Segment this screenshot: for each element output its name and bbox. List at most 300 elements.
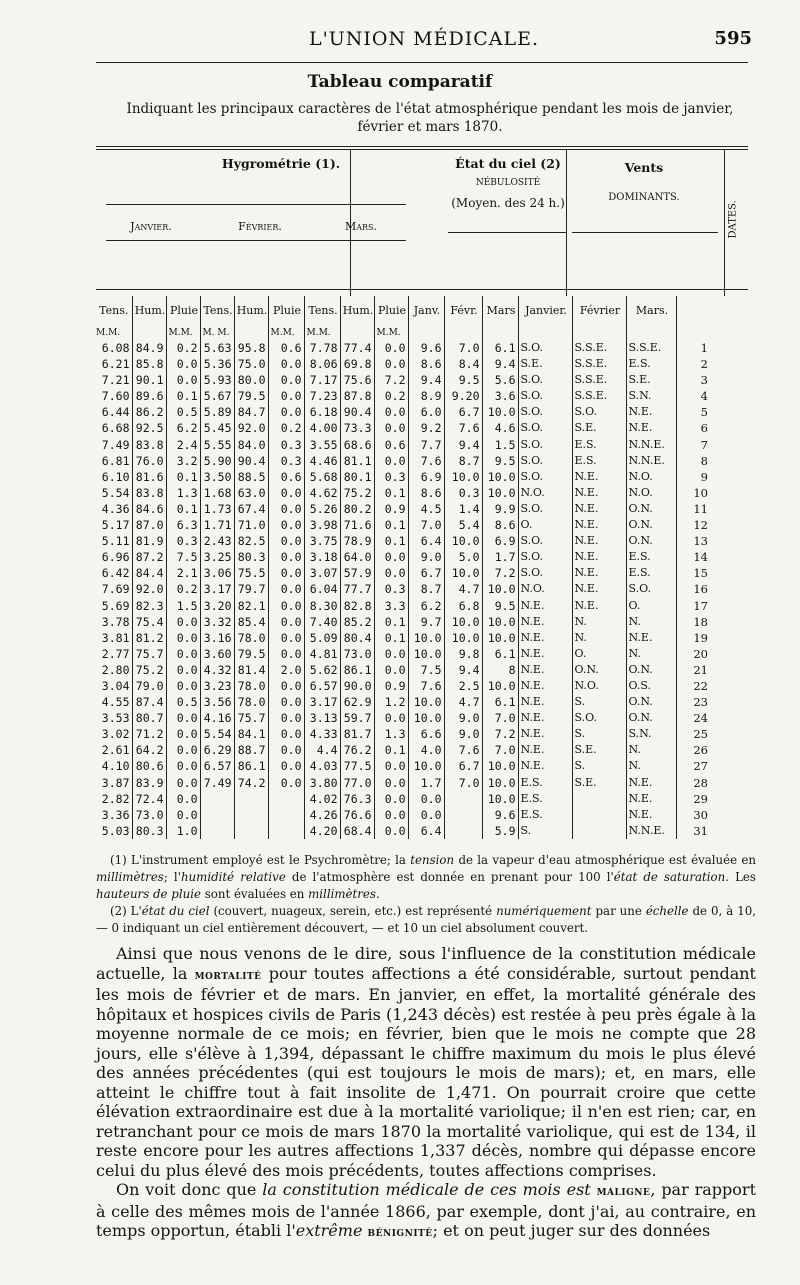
table-cell: 0.1 bbox=[166, 469, 200, 485]
table-row bbox=[94, 726, 708, 742]
table-cell: 0.0 bbox=[374, 758, 408, 774]
table-cell: O.N. bbox=[626, 710, 676, 726]
table-cell: 3.50 bbox=[200, 469, 234, 485]
table-cell: N. bbox=[626, 742, 676, 758]
table-cell: 76.0 bbox=[132, 453, 166, 469]
table-cell: 80.4 bbox=[340, 630, 374, 646]
table-cell: 72.4 bbox=[132, 791, 166, 807]
table-cell: S.O. bbox=[518, 404, 572, 420]
table-cell: 4.0 bbox=[408, 742, 444, 758]
table-cell: 80.7 bbox=[132, 710, 166, 726]
table-cell: 0.0 bbox=[268, 517, 304, 533]
table-cell: 69.8 bbox=[340, 356, 374, 372]
table-cell: 71.2 bbox=[132, 726, 166, 742]
table-cell bbox=[234, 807, 268, 823]
table-cell: 7.0 bbox=[444, 775, 482, 791]
table-cell: 9.7 bbox=[408, 614, 444, 630]
table-cell: 1.3 bbox=[166, 485, 200, 501]
table-cell: 1.73 bbox=[200, 501, 234, 517]
table-cell: 3.32 bbox=[200, 614, 234, 630]
table-cell: 3.2 bbox=[166, 453, 200, 469]
table-cell: 10.0 bbox=[444, 630, 482, 646]
table-cell: 0.2 bbox=[374, 388, 408, 404]
table-cell: 0.0 bbox=[166, 791, 200, 807]
table-cell: 0.0 bbox=[166, 807, 200, 823]
table-cell: 7.0 bbox=[482, 742, 518, 758]
table-cell: 0.0 bbox=[166, 356, 200, 372]
paragraph-2 bbox=[96, 1180, 756, 1243]
table-cell: 6.3 bbox=[166, 517, 200, 533]
table-cell: 5.89 bbox=[200, 404, 234, 420]
table-cell: 5.45 bbox=[200, 420, 234, 436]
table-cell bbox=[200, 807, 234, 823]
table-cell: 5.54 bbox=[200, 726, 234, 742]
date-cell: 20 bbox=[676, 646, 708, 662]
col-feb-tens: Tens. bbox=[200, 296, 234, 326]
table-cell: 9.4 bbox=[482, 356, 518, 372]
table-cell: 9.9 bbox=[482, 501, 518, 517]
table-cell: 2.43 bbox=[200, 533, 234, 549]
table-cell: 6.7 bbox=[444, 404, 482, 420]
table-cell: S.O. bbox=[518, 372, 572, 388]
unit-cell bbox=[482, 326, 518, 340]
table-cell: 75.7 bbox=[132, 646, 166, 662]
table-cell: 3.06 bbox=[200, 565, 234, 581]
table-cell: 3.56 bbox=[200, 694, 234, 710]
body-span: , par rapport à celle des mêmes mois de l'année 1866, par exemple, dont j'ai, au contraire, en temps opportun, établi l' bbox=[96, 1180, 756, 1240]
table-cell: 6.1 bbox=[482, 694, 518, 710]
table-cell: 3.3 bbox=[374, 598, 408, 614]
table-cell: 92.0 bbox=[132, 581, 166, 597]
table-cell: 79.0 bbox=[132, 678, 166, 694]
table-cell: 0.0 bbox=[166, 710, 200, 726]
date-cell: 1 bbox=[676, 340, 708, 356]
table-cell: 3.36 bbox=[101, 807, 130, 822]
note-text: de 0, à 10, — 0 indiquant un ciel entièrement découvert, — et 10 un ciel absolument couvert. bbox=[96, 904, 756, 935]
table-cell: N.O. bbox=[518, 485, 572, 501]
col-feb-pluie: Pluie bbox=[268, 296, 304, 326]
table-cell: 90.4 bbox=[234, 453, 268, 469]
table-cell bbox=[234, 823, 268, 839]
table-cell: 7.40 bbox=[304, 614, 340, 630]
table-cell: 3.17 bbox=[200, 581, 234, 597]
table-cell: N.E. bbox=[626, 630, 676, 646]
table-cell: 0.1 bbox=[374, 533, 408, 549]
unit-cell bbox=[132, 326, 166, 340]
table-cell: 5.55 bbox=[200, 437, 234, 453]
table-cell: 81.7 bbox=[340, 726, 374, 742]
table-cell: N.E. bbox=[572, 565, 626, 581]
table-cell: 62.9 bbox=[340, 694, 374, 710]
table-cell: S.N. bbox=[626, 388, 676, 404]
table-cell: 78.0 bbox=[234, 678, 268, 694]
table-cell: 81.1 bbox=[340, 453, 374, 469]
table-cell: N. bbox=[572, 630, 626, 646]
table-cell bbox=[268, 823, 304, 839]
footnote-1 bbox=[96, 852, 756, 903]
unit-cell bbox=[626, 326, 676, 340]
table-cell: 95.8 bbox=[234, 340, 268, 356]
table-cell: 0.0 bbox=[166, 742, 200, 758]
dominants-heading: DOMINANTS. bbox=[608, 192, 680, 203]
table-cell: S.O. bbox=[518, 437, 572, 453]
table-cell: 0.0 bbox=[268, 533, 304, 549]
table-cell: 3.25 bbox=[200, 549, 234, 565]
table-cell: 0.1 bbox=[166, 388, 200, 404]
table-cell: 0.9 bbox=[374, 501, 408, 517]
table-cell: 7.5 bbox=[408, 662, 444, 678]
table-cell: 9.0 bbox=[444, 710, 482, 726]
dates-heading: DATES. bbox=[727, 200, 739, 239]
table-cell: 87.2 bbox=[132, 549, 166, 565]
table-cell: 5.17 bbox=[101, 518, 130, 533]
table-cell: 81.6 bbox=[132, 469, 166, 485]
table-cell: 3.17 bbox=[304, 694, 340, 710]
paragraph-1 bbox=[96, 944, 756, 1180]
table-cell: 5.9 bbox=[482, 823, 518, 839]
table-cell: 80.3 bbox=[234, 549, 268, 565]
table-cell: 73.3 bbox=[340, 420, 374, 436]
table-cell: 0.2 bbox=[268, 420, 304, 436]
table-cell: 9.8 bbox=[444, 646, 482, 662]
table-cell: 10.0 bbox=[482, 404, 518, 420]
table-cell: 7.6 bbox=[408, 678, 444, 694]
table-cell: 7.60 bbox=[101, 389, 130, 404]
unit-cell bbox=[676, 326, 708, 340]
table-cell: 0.5 bbox=[166, 694, 200, 710]
table-cell: 75.2 bbox=[340, 485, 374, 501]
table-cell: S.S.E. bbox=[626, 340, 676, 356]
body-text bbox=[96, 944, 756, 1243]
table-cell: 0.0 bbox=[166, 678, 200, 694]
table-cell: 5.67 bbox=[200, 388, 234, 404]
table-cell: E.S. bbox=[626, 565, 676, 581]
etat-ciel-heading: État du ciel (2) bbox=[455, 156, 561, 171]
table-cell: N.E. bbox=[572, 469, 626, 485]
table-cell: 0.0 bbox=[374, 404, 408, 420]
unit-cell: M.M. bbox=[268, 326, 304, 340]
table-cell: 6.81 bbox=[101, 453, 130, 468]
note-text: sont évaluées en bbox=[200, 887, 309, 901]
table-cell: 6.96 bbox=[101, 550, 130, 565]
table-row bbox=[94, 420, 708, 436]
table-cell: 6.0 bbox=[408, 404, 444, 420]
table-cell: 0.0 bbox=[374, 662, 408, 678]
table-cell: 9.6 bbox=[408, 340, 444, 356]
note-text: millimètres bbox=[96, 870, 164, 884]
table-row bbox=[94, 742, 708, 758]
table-cell: 6.29 bbox=[200, 742, 234, 758]
table-cell: E.S. bbox=[572, 437, 626, 453]
table-cell: 0.0 bbox=[408, 791, 444, 807]
table-cell: 4.55 bbox=[101, 695, 130, 710]
table-cell: 8.06 bbox=[304, 356, 340, 372]
table-cell: N.E. bbox=[518, 662, 572, 678]
date-cell: 12 bbox=[676, 517, 708, 533]
table-cell: 5.36 bbox=[200, 356, 234, 372]
note-text: (couvert, nuageux, serein, etc.) est représenté bbox=[209, 904, 497, 918]
table-cell: 64.0 bbox=[340, 549, 374, 565]
janvier-heading: Janvier. bbox=[130, 220, 172, 233]
table-cell: O.S. bbox=[626, 678, 676, 694]
fevrier-heading: Février. bbox=[238, 220, 282, 233]
note-text: humidité relative bbox=[180, 870, 286, 884]
date-cell: 21 bbox=[676, 662, 708, 678]
table-cell: 83.9 bbox=[132, 775, 166, 791]
table-row bbox=[94, 469, 708, 485]
table-cell: S.O. bbox=[518, 565, 572, 581]
date-cell: 14 bbox=[676, 549, 708, 565]
table-cell: N.E. bbox=[518, 598, 572, 614]
unit-cell: M.M. bbox=[374, 326, 408, 340]
table-cell: 2.1 bbox=[166, 565, 200, 581]
table-cell: N.O. bbox=[626, 485, 676, 501]
table-cell: O.N. bbox=[626, 517, 676, 533]
unit-cell: M.M. bbox=[96, 328, 121, 338]
table-cell: 0.1 bbox=[374, 517, 408, 533]
table-cell: N.E. bbox=[518, 646, 572, 662]
table-cell: 0.0 bbox=[268, 404, 304, 420]
date-cell: 8 bbox=[676, 453, 708, 469]
table-cell: N.O. bbox=[518, 581, 572, 597]
table-cell: O.N. bbox=[626, 501, 676, 517]
table-cell: N.E. bbox=[572, 517, 626, 533]
columns-rule bbox=[96, 289, 748, 290]
table-cell: 10.0 bbox=[408, 694, 444, 710]
table-cell: 6.4 bbox=[408, 823, 444, 839]
table-cell: 5.26 bbox=[304, 501, 340, 517]
table-cell: 85.4 bbox=[234, 614, 268, 630]
table-cell: 0.0 bbox=[166, 646, 200, 662]
note-text: de la vapeur d'eau atmosphérique est évaluée en bbox=[454, 853, 757, 867]
note-text: ; l' bbox=[163, 870, 181, 884]
table-cell: 4.5 bbox=[408, 501, 444, 517]
table-cell: 6.4 bbox=[408, 533, 444, 549]
table-cell: N.E. bbox=[626, 404, 676, 420]
col-vent-mars: Mars. bbox=[626, 296, 676, 326]
weather-table bbox=[94, 296, 708, 839]
unit-cell bbox=[340, 326, 374, 340]
table-cell: 3.13 bbox=[304, 710, 340, 726]
table-cell: 90.0 bbox=[340, 678, 374, 694]
date-cell: 9 bbox=[676, 469, 708, 485]
table-cell: 0.2 bbox=[166, 581, 200, 597]
table-cell: 74.2 bbox=[234, 775, 268, 791]
table-cell: N.E. bbox=[572, 581, 626, 597]
table-cell: 7.6 bbox=[408, 453, 444, 469]
note-text: millimètres bbox=[308, 887, 376, 901]
table-cell: 0.0 bbox=[374, 340, 408, 356]
table-cell: 0.1 bbox=[374, 630, 408, 646]
table-cell: 6.04 bbox=[304, 581, 340, 597]
table-cell: 0.0 bbox=[268, 356, 304, 372]
footnote-2 bbox=[96, 903, 756, 937]
table-cell: 10.0 bbox=[444, 469, 482, 485]
table-cell: 0.0 bbox=[166, 775, 200, 791]
note-text: (1) L'instrument employé est le Psychromètre; la bbox=[110, 853, 411, 867]
table-cell: 0.1 bbox=[166, 501, 200, 517]
vents-heading: Vents bbox=[624, 160, 664, 175]
table-cell: 9.6 bbox=[482, 807, 518, 823]
date-cell: 24 bbox=[676, 710, 708, 726]
table-cell: 82.3 bbox=[132, 598, 166, 614]
table-cell: S.O. bbox=[518, 533, 572, 549]
table-cell: E.S. bbox=[626, 356, 676, 372]
table-cell: 0.1 bbox=[374, 614, 408, 630]
table-cell: O.N. bbox=[626, 662, 676, 678]
table-row bbox=[94, 710, 708, 726]
date-cell: 31 bbox=[676, 823, 708, 839]
table-cell: 67.4 bbox=[234, 501, 268, 517]
table-cell: 10.0 bbox=[482, 791, 518, 807]
table-cell: 0.0 bbox=[166, 758, 200, 774]
table-cell: 79.5 bbox=[234, 388, 268, 404]
table-cell: 6.7 bbox=[408, 565, 444, 581]
table-cell: 0.0 bbox=[268, 598, 304, 614]
table-cell: 4.81 bbox=[304, 646, 340, 662]
table-cell: 8.30 bbox=[304, 598, 340, 614]
table-cell: 5.93 bbox=[200, 372, 234, 388]
table-cell: 73.0 bbox=[132, 807, 166, 823]
table-cell: 4.02 bbox=[304, 791, 340, 807]
table-cell: 0.3 bbox=[444, 485, 482, 501]
note-text: de l'atmosphère est donnée en prenant pour 100 l' bbox=[285, 870, 614, 884]
table-cell: 10.0 bbox=[482, 678, 518, 694]
unit-cell bbox=[572, 326, 626, 340]
table-cell: 4.33 bbox=[304, 726, 340, 742]
unit-cell: M. M. bbox=[200, 326, 234, 340]
col-neb-fevr: Févr. bbox=[444, 296, 482, 326]
table-cell: 2.4 bbox=[166, 437, 200, 453]
table-cell: 4.03 bbox=[304, 758, 340, 774]
body-span: maligne bbox=[596, 1184, 651, 1199]
table-row bbox=[94, 646, 708, 662]
table-cell: 64.2 bbox=[132, 742, 166, 758]
table-cell: 6.08 bbox=[101, 341, 130, 355]
note-text: échelle bbox=[645, 904, 689, 918]
table-cell: 87.4 bbox=[132, 694, 166, 710]
table-cell: S.O. bbox=[518, 469, 572, 485]
table-cell: E.S. bbox=[518, 807, 572, 823]
table-cell: 84.4 bbox=[132, 565, 166, 581]
table-cell: 0.0 bbox=[268, 614, 304, 630]
table-group-headers bbox=[96, 148, 756, 298]
table-cell: 75.6 bbox=[340, 372, 374, 388]
table-cell: 4.26 bbox=[304, 807, 340, 823]
table-cell bbox=[268, 807, 304, 823]
table-cell: 0.0 bbox=[166, 630, 200, 646]
table-cell: 82.8 bbox=[340, 598, 374, 614]
body-span: mortalité bbox=[194, 967, 262, 983]
table-cell: 71.0 bbox=[234, 517, 268, 533]
table-cell: 6.6 bbox=[408, 726, 444, 742]
table-top-rule bbox=[96, 146, 748, 147]
table-row bbox=[94, 678, 708, 694]
table-cell: 75.0 bbox=[234, 356, 268, 372]
table-cell: N.N.E. bbox=[626, 437, 676, 453]
table-cell: 0.2 bbox=[166, 340, 200, 356]
table-cell: 0.0 bbox=[268, 758, 304, 774]
table-cell: S.E. bbox=[572, 775, 626, 791]
table-cell: 4.36 bbox=[101, 501, 130, 516]
table-cell: S. bbox=[518, 823, 572, 839]
table-cell: 75.2 bbox=[132, 662, 166, 678]
table-cell: S. bbox=[572, 694, 626, 710]
date-cell: 13 bbox=[676, 533, 708, 549]
table-cell: 7.78 bbox=[304, 340, 340, 356]
table-cell: 0.0 bbox=[408, 807, 444, 823]
table-cell: S.S.E. bbox=[572, 356, 626, 372]
table-cell: 0.3 bbox=[374, 581, 408, 597]
table-cell: 0.3 bbox=[268, 453, 304, 469]
table-cell: 1.2 bbox=[374, 694, 408, 710]
table-cell: 0.0 bbox=[268, 485, 304, 501]
table-cell: 68.4 bbox=[340, 823, 374, 839]
table-cell: 3.6 bbox=[482, 388, 518, 404]
table-cell bbox=[444, 823, 482, 839]
table-cell: 6.57 bbox=[200, 758, 234, 774]
table-cell: 0.0 bbox=[374, 775, 408, 791]
table-cell: 3.80 bbox=[304, 775, 340, 791]
table-cell: O. bbox=[572, 646, 626, 662]
table-cell: 3.87 bbox=[101, 775, 130, 790]
table-cell: 4.46 bbox=[304, 453, 340, 469]
table-cell: 7.49 bbox=[200, 775, 234, 791]
table-cell: 0.1 bbox=[374, 485, 408, 501]
table-cell: N.E. bbox=[518, 678, 572, 694]
table-cell: N.E. bbox=[572, 598, 626, 614]
unit-cell bbox=[518, 326, 572, 340]
date-cell: 15 bbox=[676, 565, 708, 581]
table-cell: 5.09 bbox=[304, 630, 340, 646]
date-cell: 18 bbox=[676, 614, 708, 630]
table-cell: 75.4 bbox=[132, 614, 166, 630]
table-cell: N.E. bbox=[626, 807, 676, 823]
table-cell: N.E. bbox=[626, 791, 676, 807]
date-cell: 17 bbox=[676, 598, 708, 614]
table-cell: S.O. bbox=[518, 501, 572, 517]
moyenne-heading: (Moyen. des 24 h.) bbox=[451, 196, 565, 210]
table-cell: S.O. bbox=[518, 453, 572, 469]
table-cell: 71.6 bbox=[340, 517, 374, 533]
table-cell: 77.4 bbox=[340, 340, 374, 356]
table-cell: N.E. bbox=[572, 549, 626, 565]
table-cell: 1.4 bbox=[444, 501, 482, 517]
table-row bbox=[94, 549, 708, 565]
table-cell: 4.16 bbox=[200, 710, 234, 726]
table-cell: 80.3 bbox=[132, 823, 166, 839]
table-cell: 3.60 bbox=[200, 646, 234, 662]
table-cell: 0.0 bbox=[268, 501, 304, 517]
table-cell: S.S.E. bbox=[572, 340, 626, 356]
date-cell: 26 bbox=[676, 742, 708, 758]
table-cell: 90.4 bbox=[340, 404, 374, 420]
table-cell: S.O. bbox=[518, 420, 572, 436]
running-title: L'UNION MÉDICALE. bbox=[308, 28, 540, 50]
table-cell: 4.10 bbox=[101, 759, 130, 774]
table-cell: N.N.E. bbox=[626, 823, 676, 839]
note-text: . bbox=[375, 887, 380, 901]
table-cell: 80.2 bbox=[340, 501, 374, 517]
table-cell: 0.0 bbox=[374, 807, 408, 823]
table-cell: 81.2 bbox=[132, 630, 166, 646]
header-rule bbox=[96, 62, 748, 63]
column-header-row bbox=[94, 296, 708, 326]
table-cell: 4.7 bbox=[444, 581, 482, 597]
date-cell: 7 bbox=[676, 437, 708, 453]
vline-vents bbox=[566, 150, 567, 296]
table-row bbox=[94, 453, 708, 469]
